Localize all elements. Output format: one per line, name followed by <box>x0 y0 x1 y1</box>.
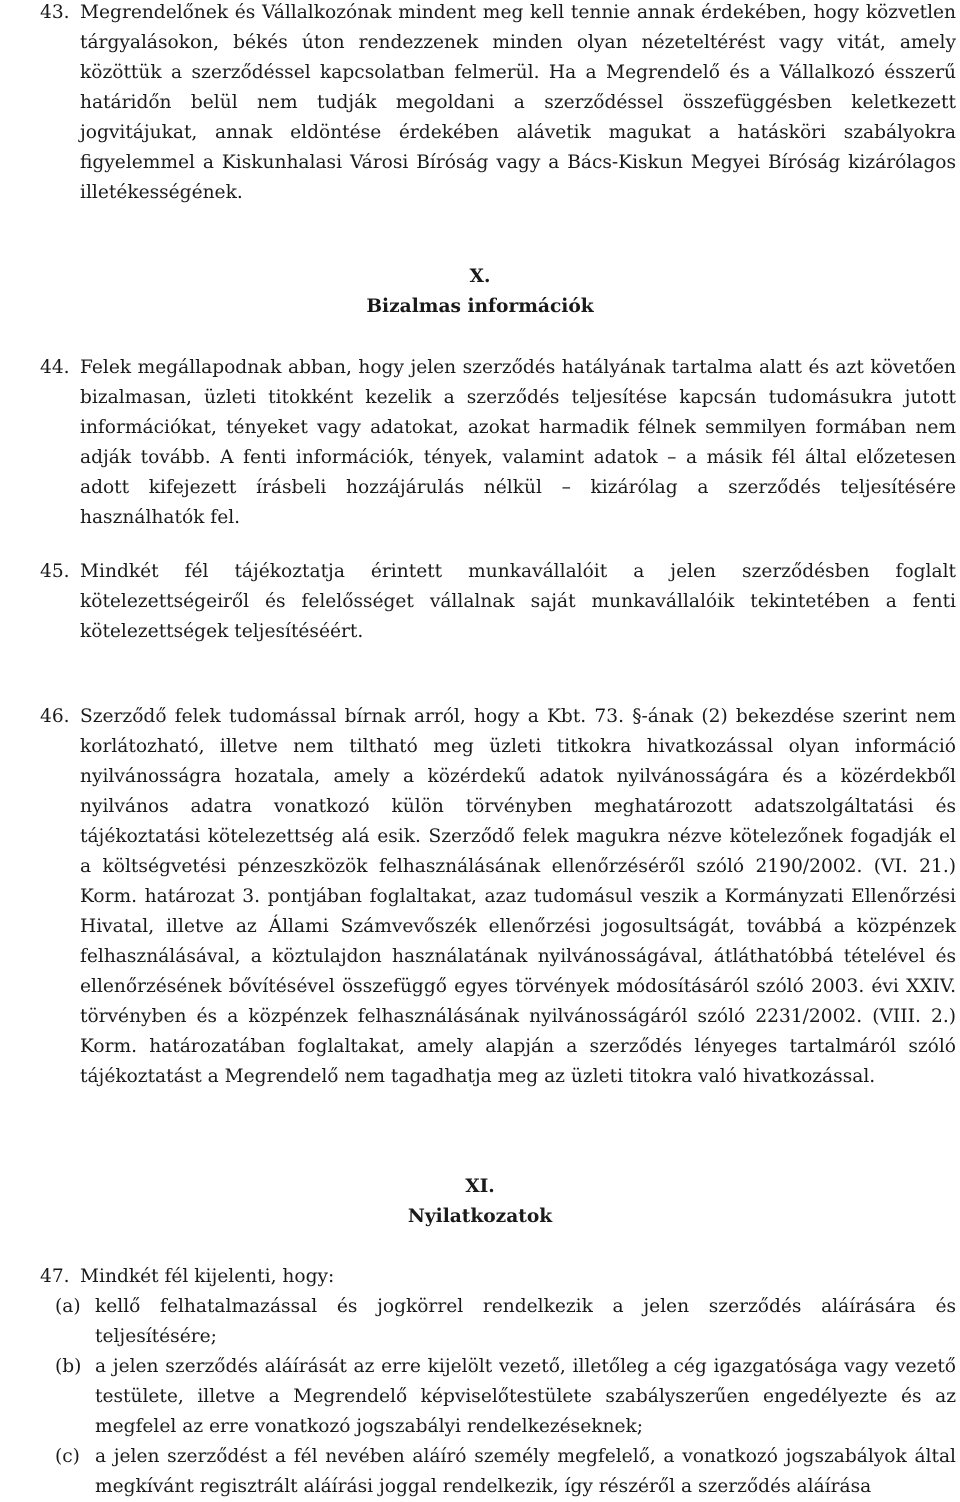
list-item-c <box>55 1442 956 1502</box>
paragraph-45 <box>40 557 956 647</box>
paragraph-44 <box>40 353 956 533</box>
paragraph-43 <box>40 0 956 208</box>
section-title-xi: Nyilatkozatok <box>407 1206 553 1227</box>
section-number-x: X. <box>469 266 491 287</box>
section-number-xi: XI. <box>465 1176 495 1197</box>
list-item-label: (c) <box>55 1446 80 1467</box>
list-item-label: (b) <box>55 1356 82 1377</box>
list-item-text: a jelen szerződés aláírását az erre kijelölt vezető, illetőleg a cég igazgatósága vagy vezető testülete, illetve a Megrendelő képviselőtestülete szabályszerűen engedélyezte és az megfelel az erre vonatkozó jogszabályi rendelkezéseknek; <box>95 1356 956 1437</box>
paragraph-number: 46. <box>40 706 70 727</box>
paragraph-number: 43. <box>40 2 70 23</box>
paragraph-number: 44. <box>40 357 70 378</box>
list-item-text: kellő felhatalmazással és jogkörrel rendelkezik a jelen szerződés aláírására és teljesítésére; <box>95 1296 956 1347</box>
paragraph-number: 45. <box>40 561 70 582</box>
list-item-b <box>55 1352 956 1442</box>
paragraph-47 <box>40 1262 956 1292</box>
paragraph-text: Szerződő felek tudomással bírnak arról, hogy a Kbt. 73. §-ának (2) bekezdése szerint nem korlátozható, illetve nem tiltható meg üzleti titkokra hivatkozással olyan információ nyilvánosságra hozatala, amely a közérdekű adatok nyilvánosságára és a közérdekből nyilvános adatra vonatkozó külön törvényben meghatározott adatszolgáltatási és tájékoztatási kötelezettség alá esik. Szerződő felek magukra nézve kötelezőnek fogadják el a költségvetési pénzeszközök felhasználásának ellenőrzéséről szóló 2190/2002. (VI. 21.) Korm. határozat 3. pontjában foglaltakat, azaz tudomásul veszik a Kormányzati Ellenőrzési Hivatal, illetve az Állami Számvevőszék ellenőrzési jogosultságát, továbbá a közpénzek felhasználásával, a köztulajdon használatának nyilvánosságával, átláthatóbbá tételével és ellenőrzésének bővítésével összefüggő egyes törvények módosításáról szóló 2003. évi XXIV. törvényben és a közpénzek felhasználásának nyilvánosságáról szóló 2231/2002. (VIII. 2.) Korm. határozatában foglaltakat, amely alapján a szerződés lényeges tartalmáról szóló tájékoztatást a Megrendelő nem tagadhatja meg az üzleti titokra való hivatkozással. <box>80 706 956 1087</box>
list-item-text: a jelen szerződést a fél nevében aláíró személy megfelelő, a vonatkozó jogszabályok által megkívánt regisztrált aláírási joggal rendelkezik, így részéről a szerződés aláírása <box>95 1446 956 1497</box>
paragraph-text: Felek megállapodnak abban, hogy jelen szerződés hatályának tartalma alatt és azt követően bizalmasan, üzleti titokként kezelik a szerződés teljesítése kapcsán tudomásukra jutott információkat, tényeket vagy adatokat, azokat harmadik félnek semmilyen formában nem adják tovább. A fenti információk, tények, valamint adatok – a másik fél által előzetesen adott kifejezett írásbeli hozzájárulás nélkül – kizárólag a szerződés teljesítésére használhatók fel. <box>80 357 956 528</box>
paragraph-text: Megrendelőnek és Vállalkozónak mindent meg kell tennie annak érdekében, hogy közvetlen tárgyalásokon, békés úton rendezzenek minden olyan nézeteltérést vagy vitát, amely közöttük a szerződéssel kapcsolatban felmerül. Ha a Megrendelő és a Vállalkozó ésszerű határidőn belül nem tudják megoldani a szerződéssel összefüggésben keletkezett jogvitájukat, annak eldöntése érdekében alávetik magukat a hatásköri szabályokra figyelemmel a Kiskunhalasi Városi Bíróság vagy a Bács-Kiskun Megyei Bíróság kizárólagos illetékességének. <box>80 2 956 203</box>
list-item-label: (a) <box>55 1296 81 1317</box>
paragraph-intro: Mindkét fél kijelenti, hogy: <box>80 1266 335 1287</box>
list-item-a <box>55 1292 956 1352</box>
paragraph-text: Mindkét fél tájékoztatja érintett munkavállalóit a jelen szerződésben foglalt kötelezettségeiről és felelősséget vállalnak saját munkavállalóik tekintetében a fenti kötelezettségek teljesítéséért. <box>80 561 956 642</box>
paragraph-46 <box>40 702 956 1092</box>
paragraph-number: 47. <box>40 1266 70 1287</box>
section-title-x: Bizalmas információk <box>366 296 594 317</box>
